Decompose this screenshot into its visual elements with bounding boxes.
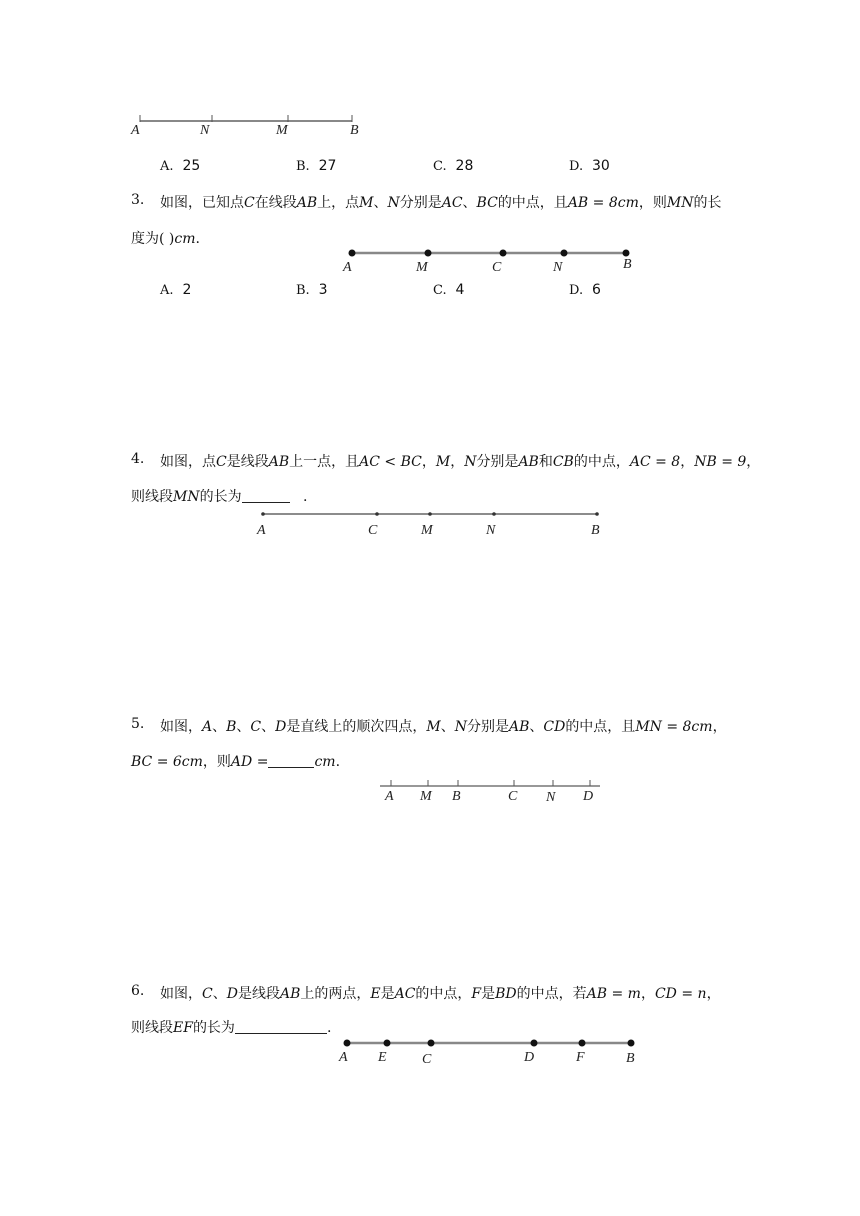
question-text-line-2: BC = 6cm，则AD = cm. (131, 754, 341, 770)
option-c[interactable]: C. 28 (433, 158, 474, 174)
question-text-line-1: 如图，点C是线段AB上一点，且AC < BC，M，N分别是AB和CB的中点，AC = 8，NB = 9， (160, 454, 761, 470)
point-label: A (343, 260, 352, 275)
point-label: B (452, 789, 461, 804)
point-label: D (583, 789, 594, 804)
point-label: C (422, 1052, 432, 1067)
question-number: 4. (131, 451, 145, 467)
option-b[interactable]: B. 27 (296, 158, 337, 174)
point-label: E (378, 1050, 387, 1065)
point-label: F (576, 1050, 585, 1065)
question-text-line-1: 如图，A、B、C、D是直线上的顺次四点，M、N分别是AB、CD的中点，且MN = 8cm， (160, 719, 727, 735)
question-text-line-1: 如图，已知点C在线段AB上，点M、N分别是AC、BC的中点，且AB = 8cm，则MN的长 (160, 195, 722, 211)
point-label: N (200, 123, 210, 138)
question-text-line-2: 度为( )cm. (131, 231, 200, 247)
question-text-line-2: 则线段MN的长为 . (131, 489, 308, 505)
option-d[interactable]: D. 6 (569, 282, 601, 298)
question-text-line-1: 如图，C、D是线段AB上的两点，E是AC的中点，F是BD的中点，若AB = m，CD = n， (160, 986, 721, 1002)
point-label: N (546, 790, 556, 805)
point-label: B (591, 523, 600, 538)
point-label: M (420, 789, 432, 804)
point-label: A (131, 123, 140, 138)
point-label: A (385, 789, 394, 804)
point-label: B (623, 257, 632, 272)
option-b[interactable]: B. 3 (296, 282, 328, 298)
point-label: C (368, 523, 378, 538)
option-a[interactable]: A. 2 (160, 282, 192, 298)
point-label: M (421, 523, 433, 538)
point-label: C (508, 789, 518, 804)
option-c[interactable]: C. 4 (433, 282, 465, 298)
point-label: A (339, 1050, 348, 1065)
point-label: M (416, 260, 428, 275)
point-label: C (492, 260, 502, 275)
question-text-line-2: 则线段EF的长为 . (131, 1020, 332, 1036)
point-label: M (276, 123, 288, 138)
point-label: N (486, 523, 496, 538)
point-label: B (350, 123, 359, 138)
point-label: D (524, 1050, 535, 1065)
option-d[interactable]: D. 30 (569, 158, 610, 174)
question-number: 6. (131, 983, 145, 999)
question-number: 3. (131, 192, 145, 208)
point-label: A (257, 523, 266, 538)
point-label: B (626, 1051, 635, 1066)
question-number: 5. (131, 716, 145, 732)
point-label: N (553, 260, 563, 275)
option-a[interactable]: A. 25 (160, 158, 201, 174)
